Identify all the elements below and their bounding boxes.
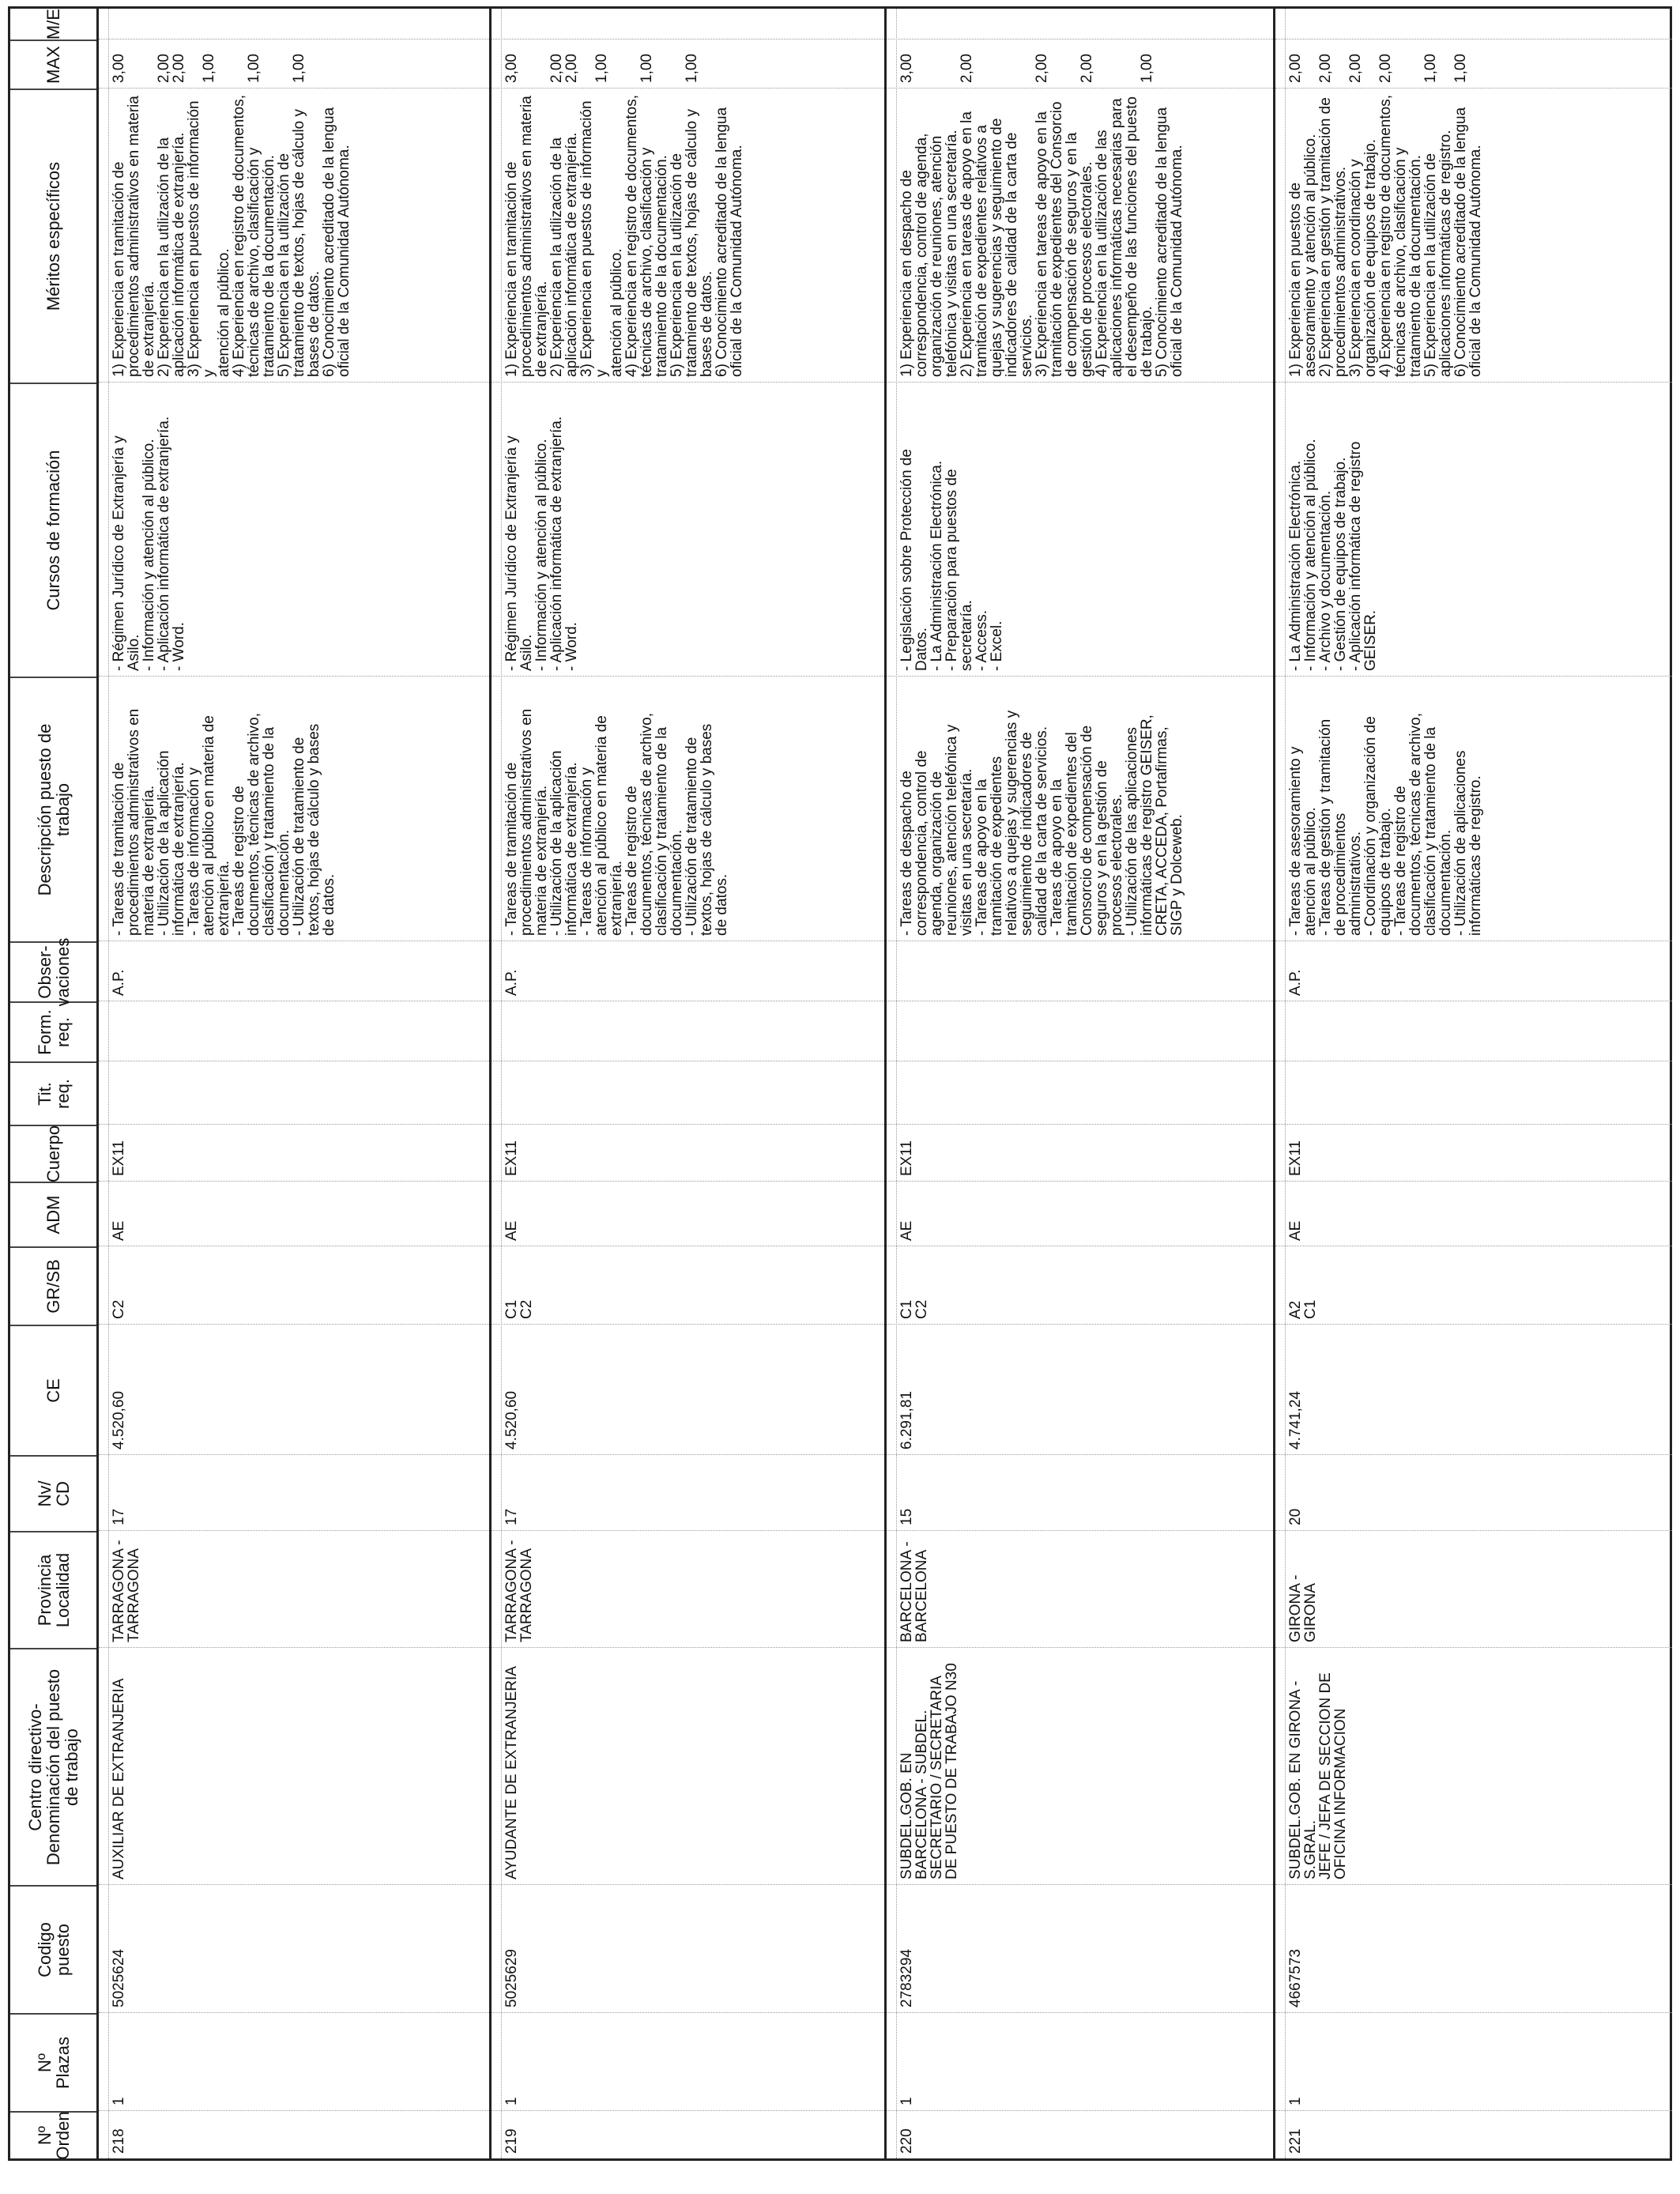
max-score: 2,00 [156, 54, 172, 83]
cell-ce: 6.291,81 [887, 1325, 1273, 1455]
cell-plazas: 1 [99, 2013, 489, 2111]
cell-grupo: A2 C1 [1275, 1246, 1672, 1325]
max-score: 3,00 [898, 54, 915, 83]
max-score [944, 46, 959, 83]
header-provincia: Provincia Localidad [10, 1531, 96, 1648]
cell-adm: AE [887, 1182, 1273, 1246]
cell-ce: 4.741,24 [1275, 1325, 1672, 1455]
max-score [1109, 46, 1124, 83]
cell-orden: 218 [111, 2128, 127, 2154]
max-score: 2,00 [1079, 54, 1095, 83]
max-score: 3,00 [503, 54, 520, 83]
max-score [126, 46, 141, 83]
max-score [1408, 46, 1423, 83]
cell-provincia: BARCELONA - BARCELONA [887, 1531, 1273, 1648]
cell-tit [492, 1061, 884, 1125]
max-score [141, 46, 156, 83]
max-score: 1,00 [1139, 54, 1155, 83]
vacancies-table [8, 6, 1672, 2161]
max-score: 1,00 [638, 54, 655, 83]
max-score: 1,00 [201, 54, 217, 83]
header-form: Form. req. [10, 1001, 96, 1061]
max-score [579, 46, 594, 83]
table-header [10, 9, 99, 2158]
cell-nivel: 17 [99, 1455, 489, 1531]
max-score [624, 46, 639, 83]
header-codigo: Codigo puesto [10, 1885, 96, 2013]
cell-orden: 219 [503, 2128, 520, 2154]
cell-tit [887, 1061, 1273, 1125]
cell-provincia: TARRAGONA - TARRAGONA [492, 1531, 884, 1648]
cell-cuerpo: EX11 [1275, 1125, 1672, 1182]
cell-form [99, 1001, 489, 1061]
header-meritos: Méritos específicos [10, 89, 96, 383]
max-score: 2,00 [1317, 54, 1334, 83]
max-score: 2,00 [1347, 54, 1364, 83]
cell-grupo: C1 C2 [492, 1246, 884, 1325]
header-max: MAX [10, 40, 96, 89]
table-row [884, 9, 1273, 2158]
header-descripcion: Descripción puesto de trabajo [10, 677, 96, 941]
cell-me [492, 9, 884, 40]
cell-meritos: 1) Experiencia en puestos de asesoramiento y atención al público. 2) Experiencia en gestión y tramitación de procedimientos administrativos. 3) Experiencia en coordinación y organización de equipos de trabajo. 4) Experiencia en registro de documentos, técnicas de archivo, clasificación y tratamiento de la documentación. 5) Experiencia en la utilización de aplicaciones informáticas de registro. 6) Conocimiento acreditado de la lengua oficial de la Comunidad Autónoma. [1275, 89, 1672, 383]
max-score [1438, 46, 1453, 83]
cell-codigo: 5025629 [492, 1885, 884, 2013]
cell-form [492, 1001, 884, 1061]
max-score [989, 46, 1004, 83]
max-score: 2,00 [548, 54, 565, 83]
table-row [99, 9, 489, 2158]
max-score: 2,00 [959, 54, 975, 83]
header-cursos: Cursos de formación [10, 383, 96, 677]
cell-meritos: 1) Experiencia en despacho de correspondencia, control de agenda, organización de reuniones, atención telefónica y visitas en una secretaría. 2) Experiencia en tareas de apoyo en la tramitación de expedientes relativos a quejas y sugerencias y seguimiento de indicadores de calidad de la carta de servicios. 3) Experiencia en tareas de apoyo en la tramitación de expedientes del Consorcio de compensación de seguros y en la gestión de procesos electorales. 4) Experiencia en la utilización de las aplicaciones informáticas necesarias para el desempeño de las funciones del puesto de trabajo. 5) Conocimiento acreditado de la lengua oficial de la Comunidad Autónoma. [887, 89, 1273, 383]
max-score [534, 46, 549, 83]
header-orden: Nº Orden [10, 2111, 96, 2158]
header-ce: CE [10, 1325, 96, 1455]
cell-centro: SUBDEL.GOB. EN BARCELONA - SUBDEL. SECRETARIO / SECRETARIA DE PUESTO DE TRABAJO N30 [887, 1648, 1273, 1885]
max-score [1124, 46, 1139, 83]
cell-obs: A.P. [492, 941, 884, 1001]
cell-meritos: 1) Experiencia en tramitación de procedimientos administrativos en materia de extranjería. 2) Experiencia en la utilización de la aplicación informática de extranjería. 3) Experiencia en puestos de información y atención al público. 4) Experiencia en registro de documentos, técnicas de archivo, clasificación y tratamiento de la documentación. 5) Experiencia en la utilización de tratamiento de textos, hojas de cálculo y bases de datos. 6) Conocimiento acreditado de la lengua oficial de la Comunidad Autónoma. [99, 89, 489, 383]
cell-adm: AE [1275, 1182, 1672, 1246]
max-score: 1,00 [246, 54, 262, 83]
cell-obs: A.P. [99, 941, 489, 1001]
max-score: 1,00 [1422, 54, 1439, 83]
cell-grupo: C2 [99, 1246, 489, 1325]
cell-descripcion: - Tareas de asesoramiento y atención al público. - Tareas de gestión y tramitación de procedimientos administrativos. - Coordinación y organización de equipos de trabajo. - Tareas de registro de documentos, técnicas de archivo, clasificación y tratamiento de la documentación. - Utilización de aplicaciones informáticas de registro. [1275, 677, 1672, 941]
header-plazas: Nº Plazas [10, 2013, 96, 2111]
header-grupo: GR/SB [10, 1246, 96, 1325]
cell-cuerpo: EX11 [887, 1125, 1273, 1182]
max-score [1333, 46, 1348, 83]
max-score [217, 46, 232, 83]
cell-obs: A.P. [1275, 941, 1672, 1001]
cell-max [887, 40, 1273, 89]
max-score [1363, 46, 1378, 83]
max-score: 3,00 [111, 54, 127, 83]
cell-ce: 4.520,60 [492, 1325, 884, 1455]
header-cuerpo: Cuerpo [10, 1125, 96, 1182]
max-score [929, 46, 944, 83]
max-score [654, 46, 669, 83]
max-score: 1,00 [1452, 54, 1469, 83]
table-row [1273, 9, 1672, 2158]
cell-tit [1275, 1061, 1672, 1125]
cell-centro: AUXILIAR DE EXTRANJERIA [99, 1648, 489, 1885]
header-adm: ADM [10, 1182, 96, 1246]
cell-plazas: 1 [492, 2013, 884, 2111]
cell-me [887, 9, 1273, 40]
table-row [489, 9, 884, 2158]
cell-centro: AYUDANTE DE EXTRANJERIA [492, 1648, 884, 1885]
cell-descripcion: - Tareas de tramitación de procedimientos administrativos en materia de extranjería. - Utilización de la aplicación informática de extranjería. - Tareas de información y atención al público en materia de extranjería. - Tareas de registro de documentos, técnicas de archivo, clasificación y tratamiento de la documentación. - Utilización de tratamiento de textos, hojas de cálculo y bases de datos. [492, 677, 884, 941]
cell-cuerpo: EX11 [99, 1125, 489, 1182]
max-score [1064, 46, 1079, 83]
cell-codigo: 2783294 [887, 1885, 1273, 2013]
max-score [232, 46, 247, 83]
cell-form [887, 1001, 1273, 1061]
cell-plazas: 1 [887, 2013, 1273, 2111]
max-score [186, 46, 202, 83]
max-score [262, 46, 277, 83]
max-score [1094, 46, 1109, 83]
max-score: 1,00 [593, 54, 610, 83]
cell-max [1275, 40, 1672, 89]
cell-obs [887, 941, 1273, 1001]
cell-codigo: 4667573 [1275, 1885, 1672, 2013]
max-score [1393, 46, 1408, 83]
max-score [609, 46, 624, 83]
max-score: 1,00 [291, 54, 307, 83]
cell-me [1275, 9, 1672, 40]
max-score [1004, 46, 1019, 83]
cell-me [99, 9, 489, 40]
header-obs: Obser- vaciones [10, 941, 96, 1001]
cell-nivel: 17 [492, 1455, 884, 1531]
cell-cuerpo: EX11 [492, 1125, 884, 1182]
max-score [1019, 46, 1034, 83]
max-score: 2,00 [563, 54, 580, 83]
max-score [277, 46, 292, 83]
max-score [914, 46, 929, 83]
cell-codigo: 5025624 [99, 1885, 489, 2013]
cell-ce: 4.520,60 [99, 1325, 489, 1455]
header-centro: Centro directivo- Denominación del puesto de trabajo [10, 1648, 96, 1885]
header-me: M/E [43, 8, 63, 40]
cell-meritos: 1) Experiencia en tramitación de procedimientos administrativos en materia de extranjería. 2) Experiencia en la utilización de la aplicación informática de extranjería. 3) Experiencia en puestos de información y atención al público. 4) Experiencia en registro de documentos, técnicas de archivo, clasificación y tratamiento de la documentación. 5) Experiencia en la utilización de tratamiento de textos, hojas de cálculo y bases de datos. 6) Conocimiento acreditado de la lengua oficial de la Comunidad Autónoma. [492, 89, 884, 383]
cell-descripcion: - Tareas de tramitación de procedimientos administrativos en materia de extranjería. - Utilización de la aplicación informática de extranjería. - Tareas de información y atención al público en materia de extranjería. - Tareas de registro de documentos, técnicas de archivo, clasificación y tratamiento de la documentación. - Utilización de tratamiento de textos, hojas de cálculo y bases de datos. [99, 677, 489, 941]
cell-nivel: 20 [1275, 1455, 1672, 1531]
max-score [1049, 46, 1064, 83]
cell-tit [99, 1061, 489, 1125]
max-score [974, 46, 989, 83]
max-score: 2,00 [1377, 54, 1394, 83]
cell-cursos: - La Administración Electrónica. - Información y atención al público. - Archivo y documentación. - Gestión de equipos de trabajo. - Aplicación informática de registro GEISER. [1275, 383, 1672, 677]
cell-provincia: TARRAGONA - TARRAGONA [99, 1531, 489, 1648]
max-score: 2,00 [171, 54, 187, 83]
cell-max [99, 40, 489, 89]
cell-form [1275, 1001, 1672, 1061]
cell-cursos: - Régimen Jurídico de Extranjería y Asilo. - Información y atención al público. - Aplicación informática de extranjería. - Word. [99, 383, 489, 677]
cell-provincia: GIRONA - GIRONA [1275, 1531, 1672, 1648]
cell-nivel: 15 [887, 1455, 1273, 1531]
max-score [519, 46, 534, 83]
cell-max [492, 40, 884, 89]
cell-descripcion: - Tareas de despacho de correspondencia, control de agenda, organización de reuniones, atención telefónica y visitas en una secretaría. - Tareas de apoyo en la tramitación de expedientes relativos a quejas y sugerencias y seguimiento de indicadores de calidad de la carta de servicios. - Tareas de apoyo en la tramitación de expedientes del Consorcio de compensación de seguros y en la gestión de procesos electorales. - Utilización de las aplicaciones informáticas de registro GEISER, CRETA, ACCEDA, Portafirmas, SIGP y Dolceweb. [887, 677, 1273, 941]
header-tit: Tit. req. [10, 1061, 96, 1125]
cell-cursos: - Régimen Jurídico de Extranjería y Asilo. - Información y atención al público. - Aplicación informática de extranjería. - Word. [492, 383, 884, 677]
cell-orden: 221 [1287, 2128, 1304, 2154]
max-score [669, 46, 684, 83]
cell-adm: AE [99, 1182, 489, 1246]
cell-grupo: C1 C2 [887, 1246, 1273, 1325]
cell-orden: 220 [898, 2128, 915, 2154]
max-score [1303, 46, 1318, 83]
max-score: 2,00 [1287, 54, 1304, 83]
cell-adm: AE [492, 1182, 884, 1246]
cell-plazas: 1 [1275, 2013, 1672, 2111]
header-nivel: Nv/ CD [10, 1455, 96, 1531]
max-score: 1,00 [684, 54, 700, 83]
cell-centro: SUBDEL.GOB. EN GIRONA - S.GRAL. JEFE / JEFA DE SECCION DE OFICINA INFORMACION [1275, 1648, 1672, 1885]
cell-cursos: - Legislación sobre Protección de Datos. - La Administración Electrónica. - Preparación para puestos de secretaría. - Access. - Excel. [887, 383, 1273, 677]
max-score: 2,00 [1034, 54, 1050, 83]
